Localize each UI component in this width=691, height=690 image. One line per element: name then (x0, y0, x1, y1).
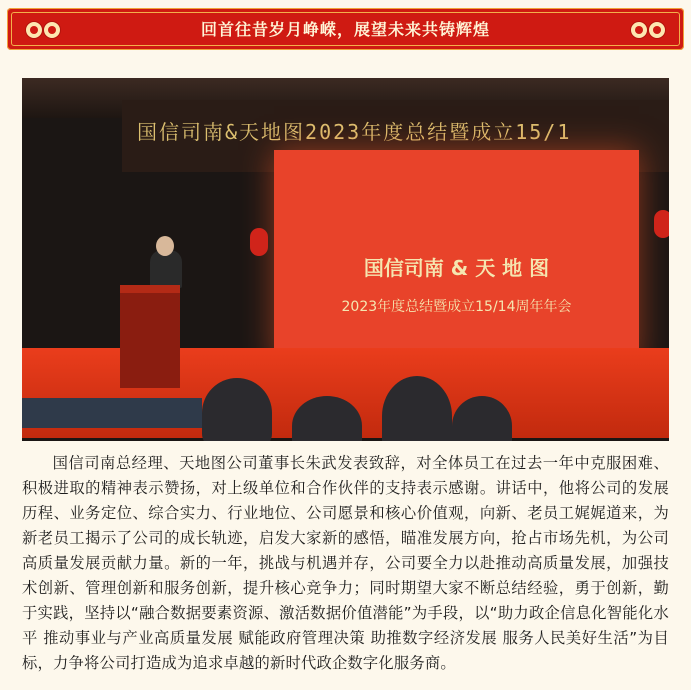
article-paragraph: 国信司南总经理、天地图公司董事长朱武发表致辞，对全体员工在过去一年中克服困难、积极进取的精神表示赞扬，对上级单位和合作伙伴的支持表示感谢。讲话中，他将公司的发展历程、业务定位、综合实力、行业地位、公司愿景和核心价值观，向新、老员工娓娓道来，为新老员工揭示了公司的成长轨迹，启发大家新的感悟，瞄准发展方向，抢占市场先机，为公司高质量发展贡献力量。新的一年，挑战与机遇并存，公司要全力以赴推动高质量发展，加强技术创新、管理创新和服务创新，提升核心竞争力；同时期望大家不断总结经验，勇于创新，勤于实践，坚持以“融合数据要素资源、激活数据价值潜能”为手段，以“助力政企信息化智能化水平 推动事业与产业高质量发展 赋能政府管理决策 助推数字经济发展 服务人民美好生活”为目标，力争将公司打造成为追求卓越的新时代政企数字化服务商。 (22, 454, 669, 672)
lantern-icon (250, 228, 268, 256)
led-banner-text: 国信司南&天地图2023年度总结暨成立15/1 (137, 120, 572, 144)
ornament-icon (648, 21, 666, 39)
ornament-icon (630, 21, 648, 39)
audience-member (202, 378, 272, 441)
section-banner (7, 8, 684, 50)
front-table (22, 398, 202, 428)
podium (120, 285, 180, 388)
banner-title: 回首往昔岁月峥嵘，展望未来共铸辉煌 (200, 20, 490, 39)
lantern-icon (654, 210, 669, 238)
projection-screen (274, 150, 639, 365)
event-photo (22, 78, 669, 441)
speaker-head (156, 236, 174, 256)
screen-title: 国信司南 & 天 地 图 (363, 256, 550, 280)
screen-subtitle: 2023年度总结暨成立15/14周年年会 (341, 299, 572, 315)
